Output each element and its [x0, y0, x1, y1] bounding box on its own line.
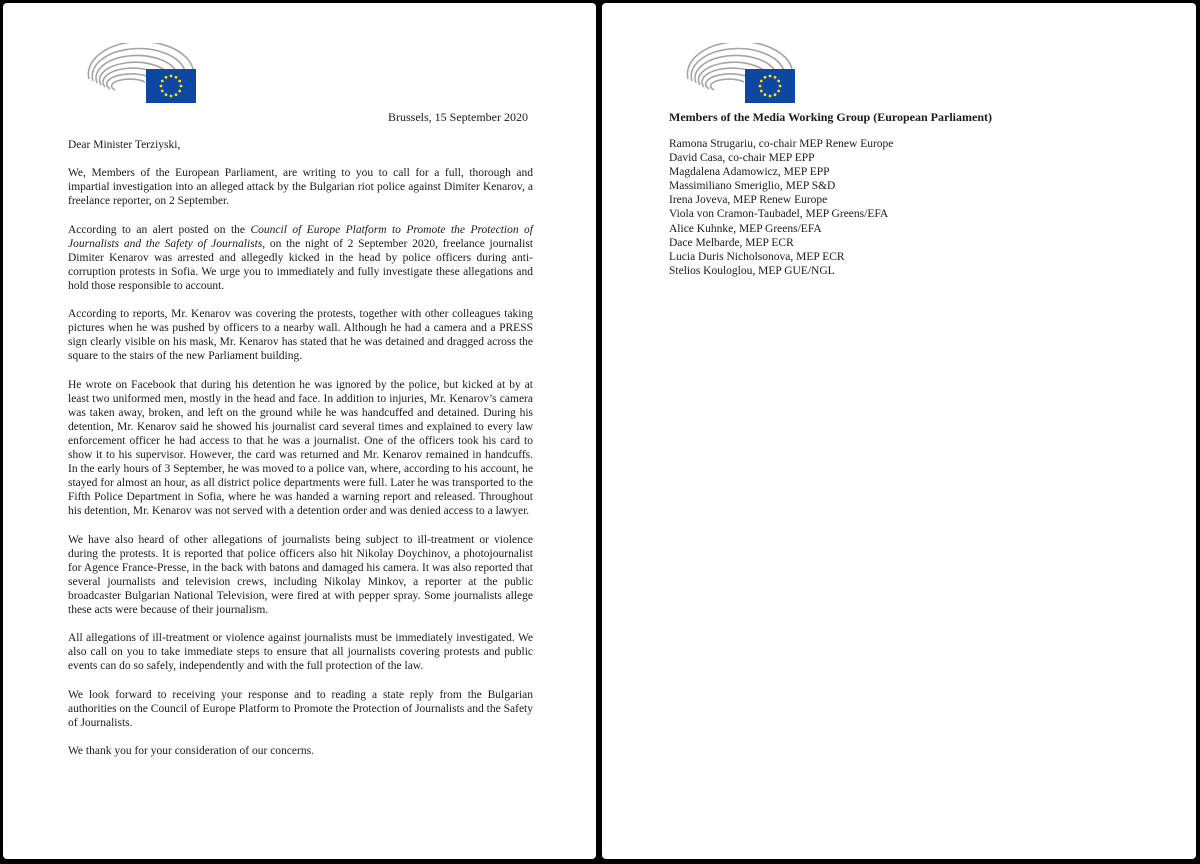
paragraph-3: According to reports, Mr. Kenarov was covering the protests, together with other colleagues taking pictures when he was pushed by officers to a nearby wall. Although he had a camera and a PRESS sign clearly visible on his mask, Mr. Kenarov has stated that he was detained and dragged across the square to the stairs of the new Parliament building. [68, 308, 533, 363]
letter-body [68, 138, 533, 772]
signatories-page [602, 3, 1196, 859]
paragraph-2-intro: According to an alert posted on the [68, 223, 251, 236]
paragraph-2 [68, 223, 533, 293]
member-item: David Casa, co-chair MEP EPP [669, 152, 815, 165]
paragraph-7: We look forward to receiving your response and to reading a state reply from the Bulgarian authorities on the Council of Europe Platform to Promote the Protection of Journalists and the Safety of Journalists. [68, 688, 533, 729]
paragraph-8: We thank you for your consideration of our concerns. [68, 745, 314, 758]
members-list [669, 137, 893, 278]
member-item: Ramona Strugariu, co-chair MEP Renew Europe [669, 138, 894, 150]
paragraph-1: We, Members of the European Parliament, are writing to you to call for a full, thorough and impartial investigation into an alleged attack by the Bulgarian riot police against Dimiter Kenarov, a freelance reporter, on 2 September. [68, 167, 533, 208]
member-item: Magdalena Adamowicz, MEP EPP [669, 166, 830, 179]
eu-flag-icon [745, 69, 795, 103]
eu-flag-icon [146, 69, 196, 103]
european-parliament-logo [682, 43, 797, 105]
member-item: Viola von Cramon-Taubadel, MEP Greens/EFA [669, 208, 889, 221]
paragraph-6: All allegations of ill-treatment or violence against journalists must be immediately investigated. We also call on you to take immediate steps to ensure that all journalists covering protests and public events can do so safely, independently and with the full protection of the law. [68, 632, 533, 673]
member-item: Massimiliano Smeriglio, MEP S&D [669, 180, 836, 193]
european-parliament-logo [83, 43, 198, 105]
paragraph-2-rest: , on the night of 2 September 2020, freelance journalist Dimiter Kenarov was arrested and allegedly kicked in the head by police officers during anti-corruption protests in Sofia. We urge you to immediately and fully investigate these allegations and hold those responsible to account. [68, 237, 533, 292]
letter-date: Brussels, 15 September 2020 [388, 110, 528, 124]
member-item: Alice Kuhnke, MEP Greens/EFA [669, 222, 822, 235]
member-item: Stelios Kouloglou, MEP GUE/NGL [669, 264, 835, 277]
paragraph-4: He wrote on Facebook that during his detention he was ignored by the police, but kicked at by at least two uniformed men, mostly in the head and face. In addition to injuries, Mr. Kenarov’s camera was taken away, broken, and left on the ground while he was handcuffed and detained. During his detention, Mr. Kenarov said he showed his journalist card several times and explained to every law enforcement officer he had access to that he was a journalist. One of the officers took his card to show it to his supervisor. However, the card was returned and Mr. Kenarov remained in handcuffs. In the early hours of 3 September, he was moved to a police van, where, according to his account, he stayed for almost an hour, as all district police departments were full. Later he was transported to the Fifth Police Department in Sofia, where he was handed a warning report and released. Throughout his detention, Mr. Kenarov was not served with a detention order and was denied access to a lawyer. [68, 378, 533, 518]
paragraph-5: We have also heard of other allegations of journalists being subject to ill-treatment or violence during the protests. It is reported that police officers also hit Nikolay Doychinov, a photojournalist for Agence France-Presse, in the back with batons and damaged his camera. It was also reported that several journalists and television crews, including Nikolay Minkov, a reporter at the public broadcaster Bulgarian National Television, were fired at with pepper spray. Some journalists allege these acts were because of their journalism. [68, 533, 533, 617]
member-item: Dace Melbarde, MEP ECR [669, 236, 794, 249]
member-item: Irena Joveva, MEP Renew Europe [669, 194, 828, 207]
member-item: Lucia Duris Nicholsonova, MEP ECR [669, 250, 845, 263]
letter-page [3, 3, 596, 859]
salutation: Dear Minister Terziyski, [68, 139, 181, 151]
platform-name: Council of Europe Platform to Promote the Protection of Journalists and the Safety of Journalists [68, 223, 533, 250]
working-group-title: Members of the Media Working Group (European Parliament) [669, 110, 992, 124]
